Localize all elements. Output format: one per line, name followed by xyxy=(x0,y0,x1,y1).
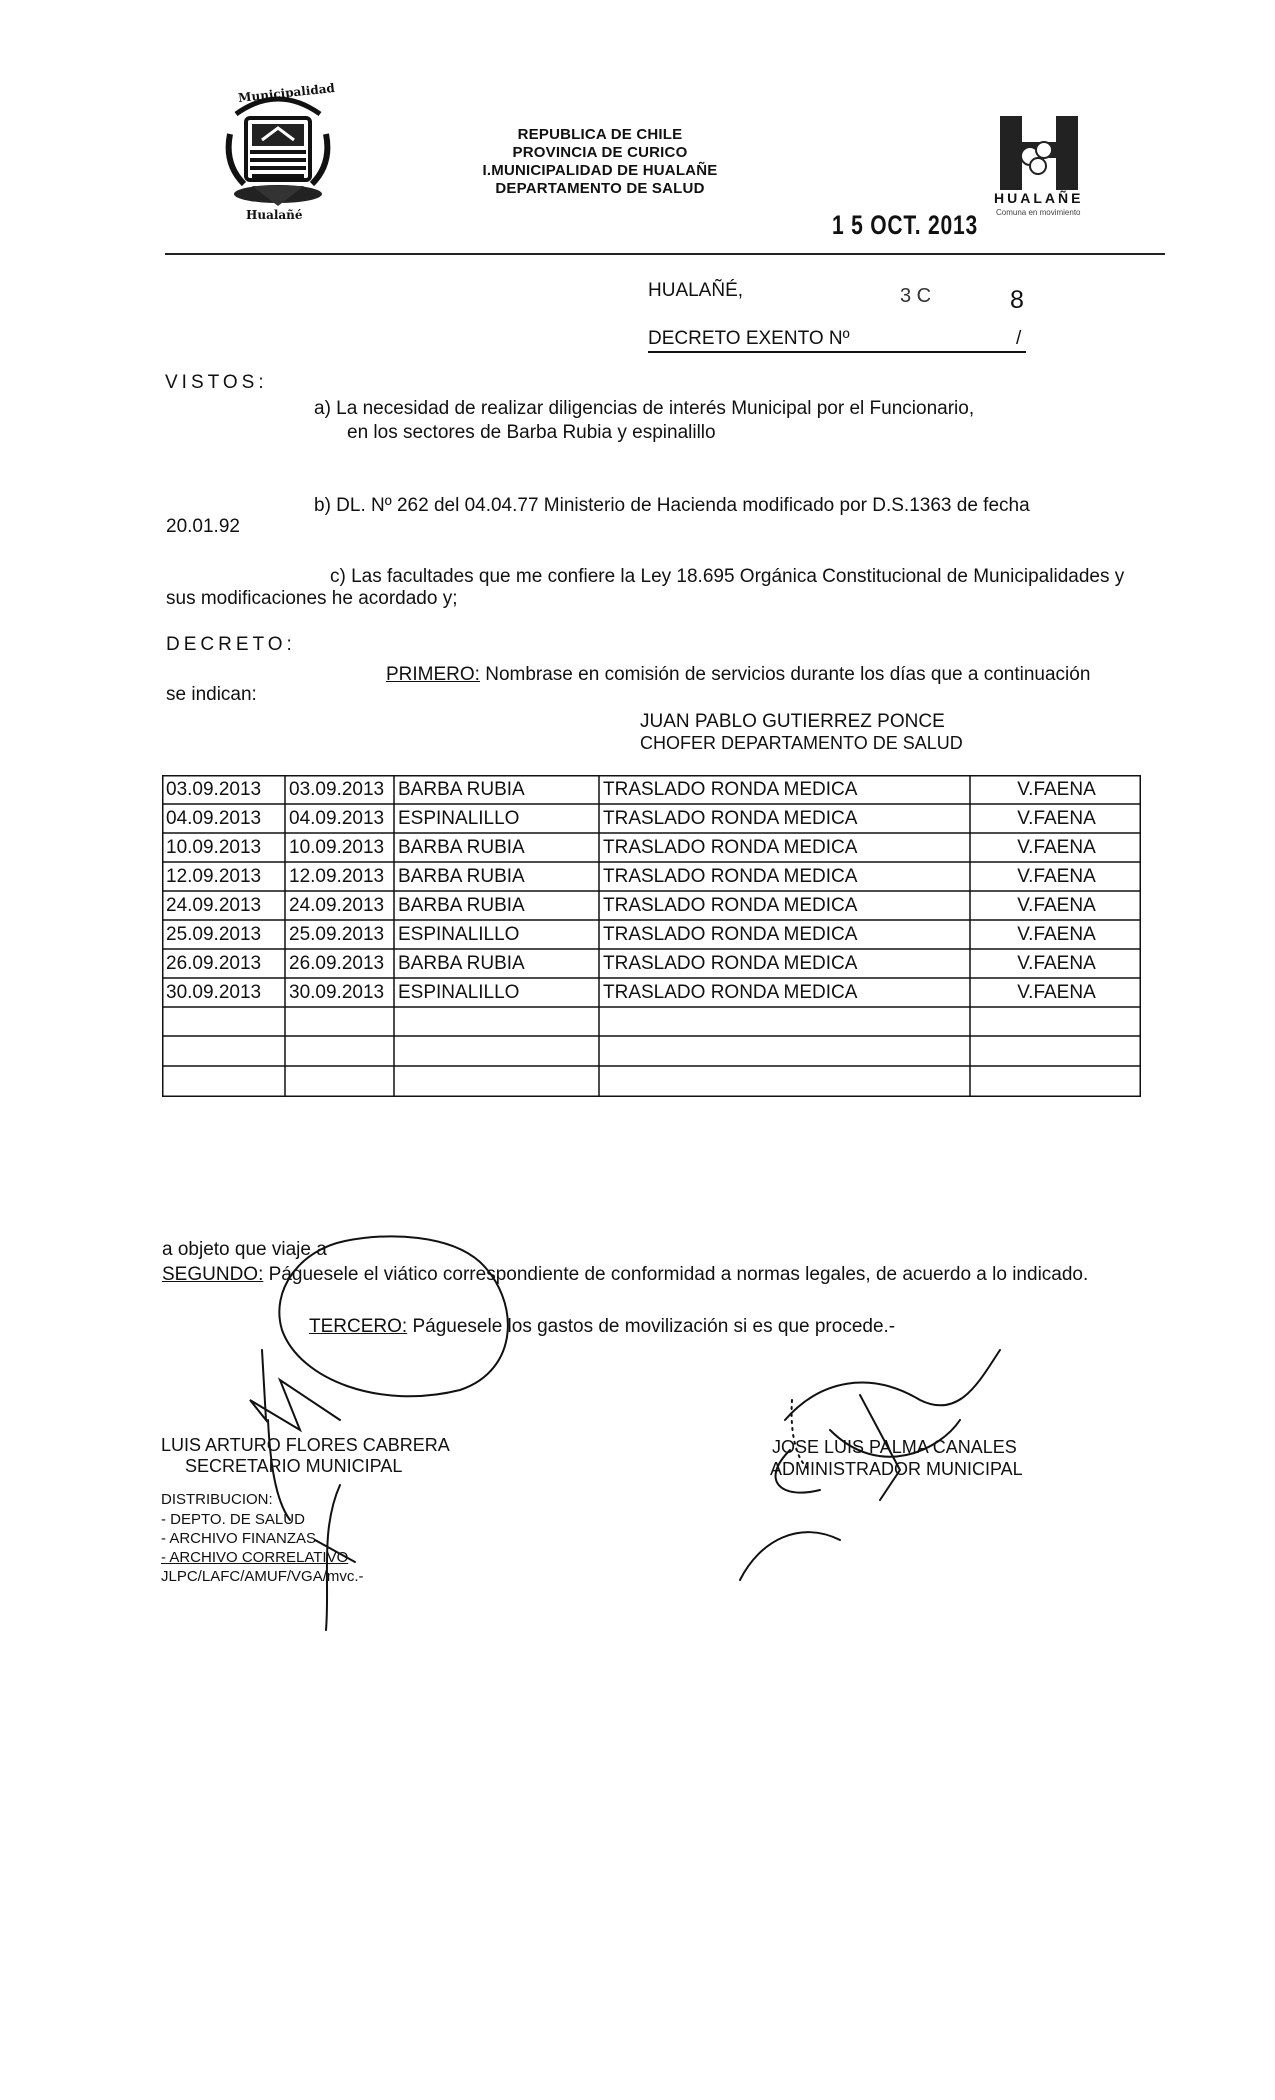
table-cell: TRASLADO RONDA MEDICA xyxy=(603,953,858,974)
table-cell: ESPINALILLO xyxy=(398,924,520,945)
header-divider xyxy=(165,253,1165,255)
letterhead-line: REPUBLICA DE CHILE xyxy=(517,126,683,143)
crest-top-label: Municipalidad xyxy=(237,80,336,106)
table-cell: BARBA RUBIA xyxy=(398,837,525,858)
person-role: CHOFER DEPARTAMENTO DE SALUD xyxy=(640,733,963,753)
table-cell: BARBA RUBIA xyxy=(398,895,525,916)
table-cell: BARBA RUBIA xyxy=(398,779,525,800)
table-cell: 30.09.2013 xyxy=(289,982,385,1003)
hualane-h-logo xyxy=(996,112,1082,194)
distribution-item: - ARCHIVO FINANZAS xyxy=(161,1530,317,1547)
vistos-c-line2: sus modificaciones he acordado y; xyxy=(166,588,458,609)
segundo-label: SEGUNDO: xyxy=(162,1264,264,1285)
table-cell: TRASLADO RONDA MEDICA xyxy=(603,982,858,1003)
table-cell: 30.09.2013 xyxy=(166,982,262,1003)
table-cell: V.FAENA xyxy=(1017,837,1096,858)
distribution-item: - DEPTO. DE SALUD xyxy=(161,1511,305,1528)
letterhead xyxy=(440,126,760,198)
decree-number-underline xyxy=(648,351,1026,353)
decree-title: DECRETO EXENTO Nº xyxy=(648,328,850,349)
segundo-clause xyxy=(162,1264,1088,1286)
place-label: HUALAÑÉ, xyxy=(648,280,744,301)
tercero-clause xyxy=(309,1316,895,1338)
table-cell: 25.09.2013 xyxy=(289,924,385,945)
logo-wordmark: HUALAÑE xyxy=(994,190,1084,206)
table-cell: 03.09.2013 xyxy=(166,779,262,800)
vistos-b-line1: b) DL. Nº 262 del 04.04.77 Ministerio de Hacienda modificado por D.S.1363 de fecha xyxy=(314,495,1030,516)
table-cell: TRASLADO RONDA MEDICA xyxy=(603,779,858,800)
decree-slash: / xyxy=(1016,328,1022,349)
received-date-stamp: 1 5 OCT. 2013 xyxy=(832,210,978,240)
table-cell: 04.09.2013 xyxy=(166,808,262,829)
logo-slogan: Comuna en movimiento xyxy=(996,208,1081,217)
table-cell: ESPINALILLO xyxy=(398,982,520,1003)
table-cell: V.FAENA xyxy=(1017,895,1096,916)
tercero-text: Páguesele los gastos de movilización si es que procede.- xyxy=(407,1316,896,1337)
handwritten-decree-number: 3 C xyxy=(900,285,932,307)
table-cell: V.FAENA xyxy=(1017,953,1096,974)
table-cell: 26.09.2013 xyxy=(289,953,385,974)
table-cell: 24.09.2013 xyxy=(166,895,262,916)
left-signatory-title: SECRETARIO MUNICIPAL xyxy=(185,1456,403,1476)
distribution-heading: DISTRIBUCION: xyxy=(161,1491,273,1508)
primero-text: Nombrase en comisión de servicios durante los días que a continuación xyxy=(479,664,1091,685)
table-cell: TRASLADO RONDA MEDICA xyxy=(603,866,858,887)
table-cell: 12.09.2013 xyxy=(289,866,385,887)
segundo-text: Páguesele el viático correspondiente de conformidad a normas legales, de acuerdo a lo indicado. xyxy=(263,1264,1089,1285)
table-cell: TRASLADO RONDA MEDICA xyxy=(603,895,858,916)
tercero-label: TERCERO: xyxy=(309,1316,408,1337)
table-cell: 03.09.2013 xyxy=(289,779,385,800)
right-signatory-name: JOSE LUIS PALMA CANALES xyxy=(772,1437,1017,1457)
table-cell: 12.09.2013 xyxy=(166,866,262,887)
table-cell: 24.09.2013 xyxy=(289,895,385,916)
vistos-a-line2: en los sectores de Barba Rubia y espinalillo xyxy=(347,422,716,443)
right-signatory-title: ADMINISTRADOR MUNICIPAL xyxy=(770,1459,1023,1479)
primero-label: PRIMERO: xyxy=(386,664,480,685)
table-cell: V.FAENA xyxy=(1017,924,1096,945)
table-cell: 26.09.2013 xyxy=(166,953,262,974)
table-cell: TRASLADO RONDA MEDICA xyxy=(603,808,858,829)
distribution-item: - ARCHIVO CORRELATIVO xyxy=(161,1549,349,1566)
primero-clause xyxy=(386,664,1090,686)
table-cell: ESPINALILLO xyxy=(398,808,520,829)
table-cell: 25.09.2013 xyxy=(166,924,262,945)
letterhead-line: DEPARTAMENTO DE SALUD xyxy=(495,180,705,197)
person-name: JUAN PABLO GUTIERREZ PONCE xyxy=(640,711,945,732)
objeto-line: a objeto que viaje a xyxy=(162,1239,327,1260)
vistos-b-line2: 20.01.92 xyxy=(166,516,240,537)
table-cell: V.FAENA xyxy=(1017,808,1096,829)
vistos-heading: VISTOS: xyxy=(165,372,268,393)
table-cell: V.FAENA xyxy=(1017,982,1096,1003)
table-cell: TRASLADO RONDA MEDICA xyxy=(603,924,858,945)
decreto-heading: DECRETO: xyxy=(166,634,296,655)
letterhead-line: PROVINCIA DE CURICO xyxy=(512,144,688,161)
table-cell: 04.09.2013 xyxy=(289,808,385,829)
table-cell: 10.09.2013 xyxy=(289,837,385,858)
letterhead-line: I.MUNICIPALIDAD DE HUALAÑE xyxy=(482,162,718,179)
table-cell: V.FAENA xyxy=(1017,866,1096,887)
vistos-a-line1: a) La necesidad de realizar diligencias de interés Municipal por el Funcionario, xyxy=(314,398,975,419)
table-cell: V.FAENA xyxy=(1017,779,1096,800)
crest-bottom-label: Hualañé xyxy=(246,208,303,222)
left-signatory-name: LUIS ARTURO FLORES CABRERA xyxy=(161,1435,450,1455)
table-cell: 10.09.2013 xyxy=(166,837,262,858)
primero-continuation: se indican: xyxy=(166,684,257,705)
table-cell: BARBA RUBIA xyxy=(398,866,525,887)
reference-initials: JLPC/LAFC/AMUF/VGA/mvc.- xyxy=(161,1568,364,1585)
table-cell: BARBA RUBIA xyxy=(398,953,525,974)
table-cell: TRASLADO RONDA MEDICA xyxy=(603,837,858,858)
handwritten-decree-number-part: 8 xyxy=(1010,286,1024,314)
vistos-c-line1: c) Las facultades que me confiere la Ley 18.695 Orgánica Constitucional de Municipalidades y xyxy=(330,566,1125,587)
